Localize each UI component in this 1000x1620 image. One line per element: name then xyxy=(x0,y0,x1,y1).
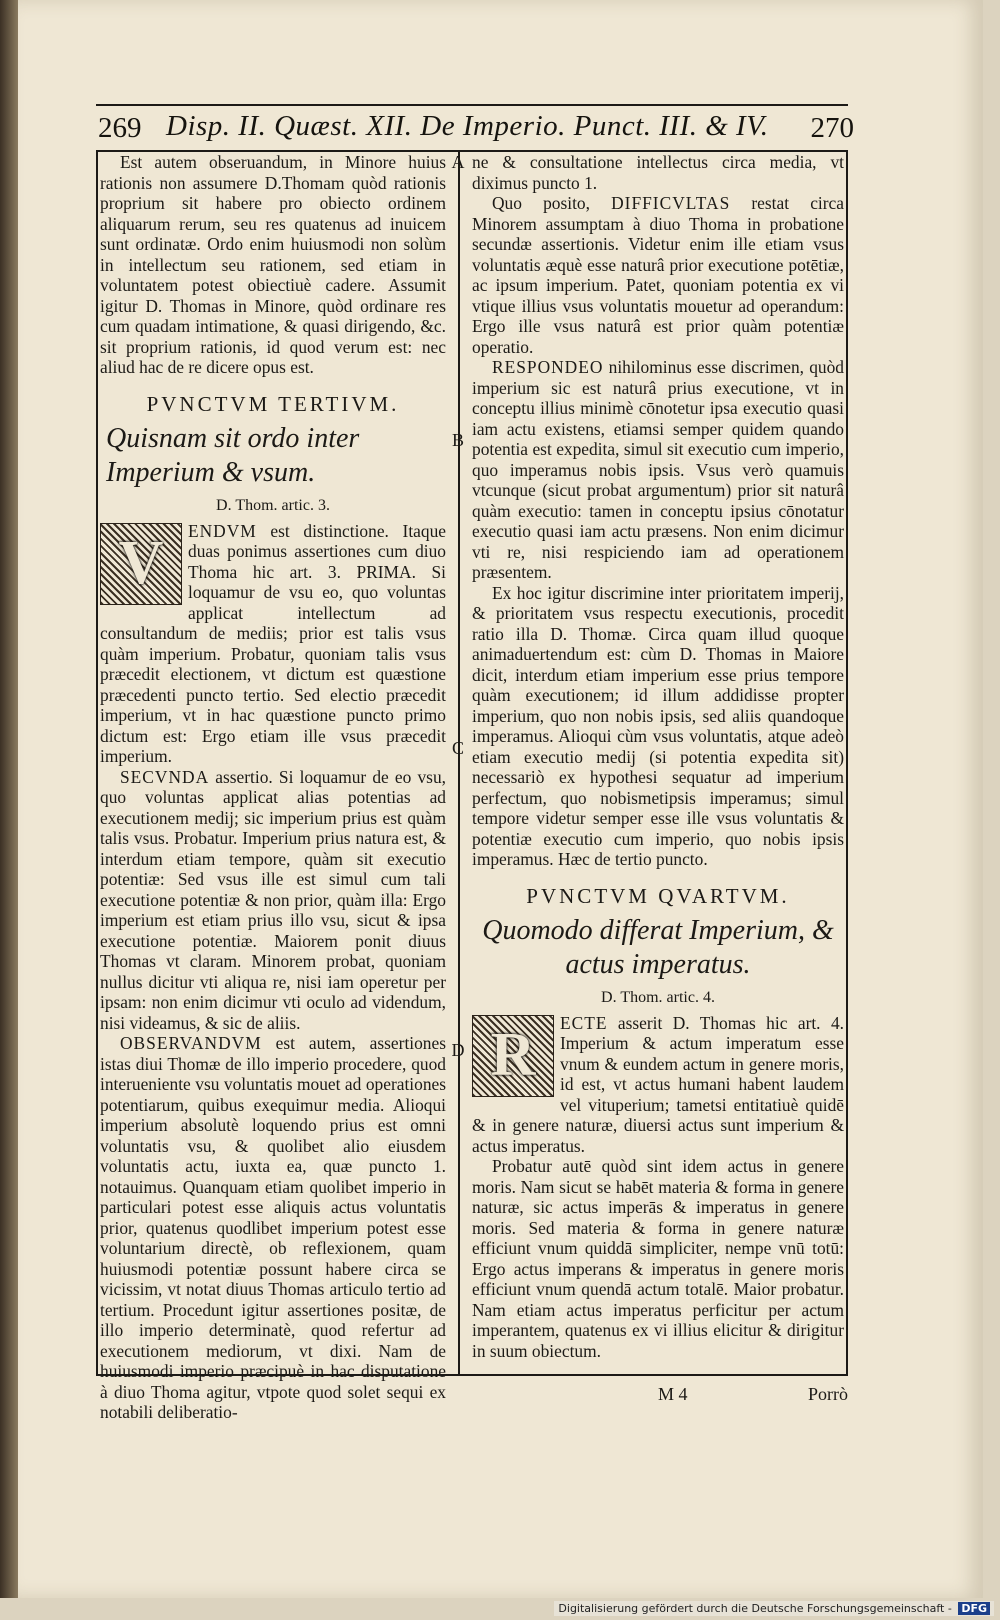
page-number-left: 269 xyxy=(98,112,142,144)
running-title: Disp. II. Quæst. XII. De Imperio. Punct. III. & IV. xyxy=(166,110,769,142)
column-divider xyxy=(458,150,460,1376)
credit-text: Digitalisierung gefördert durch die Deutsche Forschungsgemeinschaft - xyxy=(558,1602,952,1615)
dfg-logo: DFG xyxy=(958,1602,990,1615)
paragraph: Est autem obseruandum, in Minore huius rationis non assumere D.Thomam quòd rationis proprium sit habere pro obiecto ordinem aliquarum rerum, seu res quatenus ad inuicem sunt ordinatæ. Ordo enim huiusmodi non solùm in intellectum seu rationem, sed etiam in voluntatem potest obiectiuè cadere. Assumit igitur D. Thomas in Minore, quòd ordinare res cum quadam intimatione, & quasi dirigendo, &c. sit proprium rationis, id quod verum est: nec aliud hac de re dicere opus est. xyxy=(100,152,446,377)
header-rule xyxy=(96,104,848,106)
paragraph: Ex hoc igitur discrimine inter prioritatem imperij, & prioritatem vsus respectu executionis, procedit ratio illa D. Thomæ. Circa quam illud quoque animaduertendum est: cùm D. Thomas in Maiore dicit, interdum etiam imperium esse prius tempore quàm executionem; id illum addidisse propter imperium, quo non nobis ipsis, sed aliis quandoque imperamus. Alioqui cùm vsus voluntatis, atque adeò etiam executio medij (si potentia expedita sit) necessariò ex hypothesi sequatur ad imperium perfectum, quo nobismetipsis imperamus; simul tempore videtur semper esse ille vsus voluntatis & potentiæ executio cum imperio, quo nobis ipsis imperamus. Hæc de tertio puncto. xyxy=(472,582,844,869)
section-subtitle-4: Quomodo differat Imperium, & actus imperatus. xyxy=(482,915,834,980)
digitization-credit xyxy=(554,1601,994,1616)
margin-letter-b: B xyxy=(451,430,464,450)
right-column xyxy=(472,152,844,1361)
article-reference: D. Thom. artic. 3. xyxy=(216,497,330,514)
paragraph: OBSERVANDVM est autem, assertiones istas diui Thomæ de illo imperio procedere, quod interueniente vsu voluntatis mouet ad operationes potentiarum, quibus exequimur media. Alioqui imperium absolutè loquendo prius est omni voluntatis vsu, & quolibet alio eiusdem voluntatis actu, iuxta ea, quæ puncto 1. notauimus. Quanquam etiam quolibet imperio in particulari potest esse aliquis actus voluntatis prior, quatenus quodlibet imperium potest esse voluntarium directè, ob reflexionem, quam huiusmodi potentiæ possunt habere circa se vicissim, vt notat diuus Thomas articulo tertio ad tertium. Procedunt igitur assertiones positæ, de illo imperio determinatè, quod refertur ad executionem mediorum, vt dixi. Nam de huiusmodi imperio præcipuè in hac disputatione à diuo Thoma agitur, vtpote quod solet sequi ex notabili deliberatio- xyxy=(100,1033,446,1422)
book-gutter xyxy=(0,0,18,1598)
margin-letter-d: D xyxy=(451,1040,465,1060)
paragraph: SECVNDA assertio. Si loquamur de eo vsu, quo voluntas applicat alias potentias ad executionem medij; sic imperium prius est quàm talis vsus. Probatur. Imperium prius natura est, & interdum etiam tempore, quàm sit executio potentiæ: Sed vsus ille est simul cum tali executione potentiæ & non prior, quàm illa: Ergo imperium est etiam prius illo vsu, sicut & ipsa executione potentiæ. Maiorem ponit diuus Thomas vt claram. Minorem probat, quoniam nullus dicitur vti aliqua re, nisi iam operetur per ipsam: non enim dicimur vti oculo ad videndum, nisi videamus, & sic de aliis. xyxy=(100,766,446,1033)
section-heading-4: PVNCTVM QVARTVM. xyxy=(526,883,790,908)
page-footer xyxy=(96,1382,848,1410)
paragraph: RESPONDEO nihilominus esse discrimen, quòd imperium sic est naturâ prius executione, vt in conceptu illius minimè cōnotetur ipsa executio quasi iam actu existens, etiamsi semper quidem quando potentia est expedita, simul sit executio cum imperio, quo imperamus nobis ipsis. Vsus verò quamuis vtcunque (sicut probat argumentum) prior sit naturâ quàm executio: tamen in conceptu ipsius cōnotatur executio quasi iam actu præsens. Non enim dicimur vti re, nisi respiciendo iam ad operationem præsentem. xyxy=(472,357,844,582)
section-heading-3: PVNCTVM TERTIVM. xyxy=(146,391,400,416)
paragraph: ENDVM est distinctione. Itaque duas ponimus assertiones cum diuo Thoma hic art. 3. PRIMA. Si loquamur de vsu eo, quo voluntas applicat intellectum ad consultandum de mediis; prior est talis vsus quàm imperium. Probatur, quoniam talis vsus præcedit electionem, vt dictum est quæstione præcedenti puncto tertio. Sed electio præcedit imperium, vt in hac quæstione puncto primo dictum est: Ergo etiam ille vsus præcedit imperium. xyxy=(100,520,446,766)
article-reference: D. Thom. artic. 4. xyxy=(601,989,715,1006)
ornamental-initial-r: R xyxy=(472,1015,554,1097)
ornamental-initial-v: V xyxy=(100,523,182,605)
section-subtitle-3: Quisnam sit ordo inter Imperium & vsum. xyxy=(106,423,360,488)
paragraph: Quo posito, DIFFICVLTAS restat circa Minorem assumptam à diuo Thoma in probatione secundæ assertionis. Videtur enim ille etiam vsus voluntatis æquè esse naturâ prior executione potētiæ, ac ipsum imperium. Patet, quoniam potentia ex vi vtique illius vsus voluntatis mouetur ad operandum: Ergo ille vsus naturâ est prior quàm potentiæ operatio. xyxy=(472,193,844,357)
paragraph: Probatur autē quòd sint idem actus in genere moris. Nam sicut se habēt materia & forma in genere naturæ, sic actus imperās & imperatus in genere moris. Sed materia & forma in genere naturæ efficiunt vnum quiddā simpliciter, nempe vnū totū: Ergo actus imperans & imperatus in genere moris efficiunt vnum quendā actum totalē. Maior probatur. Nam etiam actus imperatus perficitur per actum imperantem, quatenus ex vi illius elicitur & dirigitur in suum obiectum. xyxy=(472,1156,844,1361)
paragraph: ECTE asserit D. Thomas hic art. 4. Imperium & actum imperatum esse vnum & eundem actum in genere moris, id est, vt actus humani habent laudem vel vituperium; tametsi entitatiuè quidē & in genere naturæ, diuersi actus sunt imperium & actus imperatus. xyxy=(472,1012,844,1156)
page-number-right: 270 xyxy=(810,112,854,144)
left-column xyxy=(100,152,446,1423)
catchword: Porrò xyxy=(808,1384,848,1404)
paragraph: ne & consultatione intellectus circa media, vt diximus puncto 1. xyxy=(472,152,844,193)
margin-letter-c: C xyxy=(451,738,464,758)
running-header xyxy=(96,110,856,150)
margin-letter-a: A xyxy=(451,152,465,172)
signature-mark: M 4 xyxy=(658,1384,688,1404)
